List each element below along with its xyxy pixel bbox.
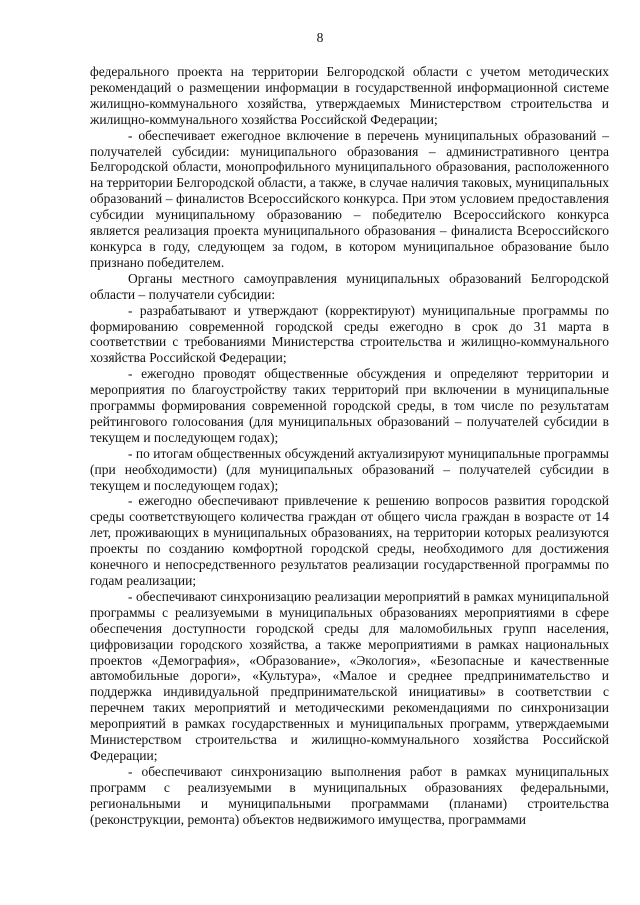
paragraph: - обеспечивает ежегодное включение в перечень муниципальных образований – получателей субсидии: муниципального образования – административного центра Белгородской области, монопрофильного муниципального образования, расположенного на территории Белгородской области, а также, в случае наличия таковых, муниципальных образований – финалистов Всероссийского конкурса. При этом условием предоставления субсидии муниципальному образованию – победителю Всероссийского конкурса является реализация проекта муниципального образования – финалиста Всероссийского конкурса в году, следующем за годом, в котором муниципальное образование было признано победителем. (90, 127, 609, 270)
paragraph: - ежегодно проводят общественные обсуждения и определяют территории и мероприятия по благоустройству таких территорий при включении в муниципальные программы формирования современной городской среды, в том числе по результатам рейтингового голосования (для муниципальных образований – получателей субсидии в текущем и последующем годах); (90, 366, 609, 445)
paragraph: - обеспечивают синхронизацию выполнения работ в рамках муниципальных программ с реализуемыми в муниципальных образованиях федеральными, региональными и муниципальными программами (планами) строительства (реконструкции, ремонта) объектов недвижимого имущества, программами (90, 763, 609, 827)
page-number: 8 (316, 30, 324, 45)
document-body (90, 64, 609, 828)
paragraph: - по итогам общественных обсуждений актуализируют муниципальные программы (при необходимости) (для муниципальных образований – получателей субсидии в текущем и последующем годах); (90, 445, 609, 493)
paragraph: Органы местного самоуправления муниципальных образований Белгородской области – получатели субсидии: (90, 270, 609, 302)
paragraph: - обеспечивают синхронизацию реализации мероприятий в рамках муниципальной программы с реализуемыми в муниципальных образованиях мероприятиями в сфере обеспечения доступности городской среды для маломобильных групп населения, цифровизации городского хозяйства, а также мероприятиями в рамках национальных проектов «Демография», «Образование», «Экология», «Безопасные и качественные автомобильные дороги», «Культура», «Малое и среднее предпринимательство и поддержка индивидуальной предпринимательской инициативы» в соответствии с перечнем таких мероприятий и методическими рекомендациями по синхронизации мероприятий в рамках государственных и муниципальных программ, утверждаемыми Министерством строительства и жилищно-коммунального хозяйства Российской Федерации; (90, 588, 609, 763)
paragraph-continuation: федерального проекта на территории Белгородской области с учетом методических рекомендаций о размещении информации в государственной информационной системе жилищно-коммунального хозяйства, утверждаемых Министерством строительства и жилищно-коммунального хозяйства Российской Федерации; (90, 64, 609, 127)
paragraph: - ежегодно обеспечивают привлечение к решению вопросов развития городской среды соответствующего количества граждан от общего числа граждан в возрасте от 14 лет, проживающих в муниципальных образованиях, на территории которых реализуются проекты по созданию комфортной городской среды, необходимого для достижения конечного и непосредственного результатов реализации государственной программы по годам реализации; (90, 493, 609, 588)
paragraph: - разрабатывают и утверждают (корректируют) муниципальные программы по формированию современной городской среды ежегодно в срок до 31 марта в соответствии с требованиями Министерства строительства и жилищно-коммунального хозяйства Российской Федерации; (90, 302, 609, 366)
